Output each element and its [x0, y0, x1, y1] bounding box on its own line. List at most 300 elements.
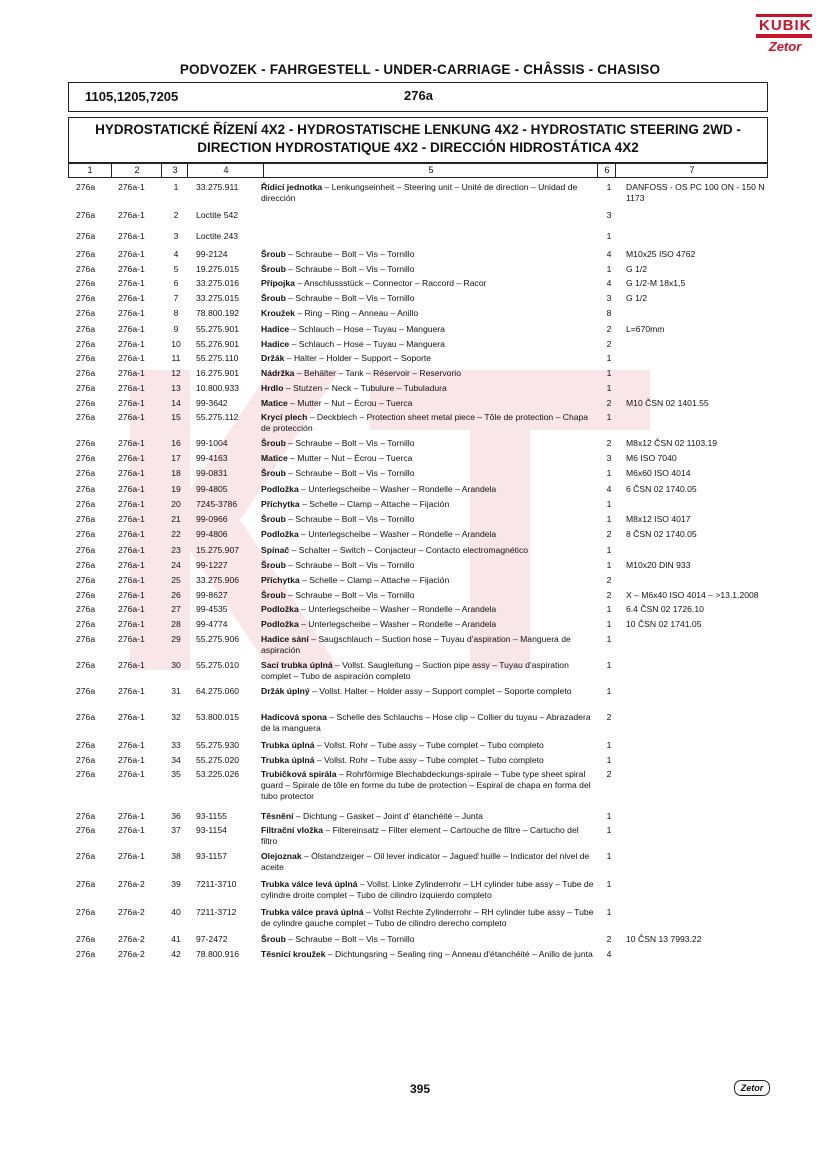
cell-group: 276a [76, 324, 96, 334]
description-translations: – Unterlegscheibe – Washer – Rondelle – Arandela [298, 619, 497, 629]
model-numbers: 1105,1205,7205 [85, 89, 179, 104]
cell-subgroup: 276a-2 [118, 907, 145, 917]
cell-description [261, 468, 597, 479]
cell-quantity: 2 [606, 934, 612, 944]
description-czech: Nádržka [261, 368, 295, 378]
cell-part-number: 55.275.906 [196, 634, 240, 644]
description-translations: – Deckblech – Protection sheet metal piece – Tôle de protection – Chapa de protección [261, 412, 589, 433]
cell-part-number: 99-1227 [196, 560, 228, 570]
cell-note: M8x12 ČSN 02 1103.19 [626, 438, 718, 448]
cell-part-number: 33.275.911 [196, 182, 239, 192]
cell-description [261, 811, 597, 822]
description-translations: – Schelle des Schlauchs – Hose clip – Collier du tuyau – Abrazadera de la manguera [261, 712, 591, 733]
cell-description [261, 249, 597, 260]
cell-position: 13 [171, 383, 181, 393]
description-czech: Příchytka [261, 499, 300, 509]
description-czech: Těsnící kroužek [261, 949, 326, 959]
cell-quantity: 1 [606, 383, 612, 393]
cell-quantity: 1 [606, 907, 612, 917]
cell-description [261, 383, 597, 394]
cell-subgroup: 276a-1 [118, 438, 145, 448]
cell-part-number: Loctite 542 [196, 210, 239, 220]
cell-group: 276a [76, 575, 96, 585]
cell-quantity: 3 [606, 453, 612, 463]
cell-subgroup: 276a-1 [118, 383, 145, 393]
cell-quantity: 1 [606, 514, 612, 524]
description-czech: Šroub [261, 934, 286, 944]
description-czech: Hadicová spona [261, 712, 327, 722]
cell-part-number: 33.275.016 [196, 278, 240, 288]
cell-part-number: 93-1157 [196, 851, 227, 861]
cell-group: 276a [76, 949, 96, 959]
cell-group: 276a [76, 231, 96, 241]
description-translations: – Halter – Holder – Support – Soporte [284, 353, 432, 363]
cell-quantity: 1 [606, 264, 612, 274]
cell-subgroup: 276a-1 [118, 634, 145, 644]
description-translations: – Rohrförmige Blechabdeckungs-spirale – Tube type sheet spiral guard – Spirale de tôle en forme du tube de protection – Espiral de chapa en forma del tubo protector [261, 769, 591, 801]
cell-position: 18 [171, 468, 181, 478]
cell-group: 276a [76, 499, 96, 509]
cell-description [261, 634, 597, 656]
cell-subgroup: 276a-1 [118, 182, 145, 192]
description-czech: Hadice [261, 339, 290, 349]
description-czech: Podložka [261, 604, 299, 614]
cell-note: 10 ČSN 02 1741.05 [626, 619, 702, 629]
cell-subgroup: 276a-2 [118, 949, 145, 959]
cell-quantity: 1 [606, 811, 612, 821]
cell-group: 276a [76, 514, 96, 524]
page-number: 395 [409, 1082, 431, 1096]
column-header: 6 [597, 164, 616, 177]
cell-note: M6 ISO 7040 [626, 453, 677, 463]
description-czech: Šroub [261, 514, 286, 524]
cell-group: 276a [76, 604, 96, 614]
cell-position: 27 [171, 604, 181, 614]
cell-group: 276a [76, 712, 96, 722]
cell-group: 276a [76, 383, 96, 393]
cell-subgroup: 276a-1 [118, 324, 145, 334]
cell-group: 276a [76, 934, 96, 944]
cell-part-number: 33.275.906 [196, 575, 240, 585]
cell-part-number: 99-0966 [196, 514, 228, 524]
cell-description [261, 324, 597, 335]
description-czech: Podložka [261, 619, 299, 629]
cell-description [261, 575, 597, 586]
description-czech: Šroub [261, 468, 286, 478]
cell-part-number: 55.275.010 [196, 660, 240, 670]
cell-group: 276a [76, 368, 96, 378]
cell-part-number: 55.275.112 [196, 412, 239, 422]
cell-subgroup: 276a-1 [118, 468, 145, 478]
cell-group: 276a [76, 619, 96, 629]
cell-subgroup: 276a-2 [118, 879, 145, 889]
cell-part-number: 93-1155 [196, 811, 227, 821]
description-czech: Hrdlo [261, 383, 284, 393]
cell-note: M8x12 ISO 4017 [626, 514, 691, 524]
cell-position: 1 [173, 182, 179, 192]
description-czech: Sací trubka úplná [261, 660, 333, 670]
cell-group: 276a [76, 278, 96, 288]
cell-position: 31 [171, 686, 181, 696]
cell-position: 19 [171, 484, 181, 494]
cell-description [261, 755, 597, 766]
cell-position: 22 [171, 529, 181, 539]
description-translations: – Unterlegscheibe – Washer – Rondelle – Arandela [298, 529, 497, 539]
description-translations: – Behälter – Tank – Réservoir – Reservorio [294, 368, 461, 378]
cell-note: 6 ČSN 02 1740.05 [626, 484, 697, 494]
cell-part-number: 53.225.026 [196, 769, 240, 779]
cell-subgroup: 276a-1 [118, 811, 145, 821]
cell-note: G 1/2 [626, 264, 648, 274]
description-translations: – Schelle – Clamp – Attache – Fijación [299, 499, 450, 509]
cell-subgroup: 276a-1 [118, 412, 145, 422]
cell-subgroup: 276a-1 [118, 545, 145, 555]
column-header: 5 [263, 164, 598, 177]
cell-quantity: 4 [606, 249, 612, 259]
cell-subgroup: 276a-1 [118, 712, 145, 722]
cell-subgroup: 276a-1 [118, 308, 145, 318]
cell-group: 276a [76, 182, 96, 192]
cell-quantity: 8 [606, 308, 612, 318]
cell-description [261, 278, 597, 289]
cell-subgroup: 276a-1 [118, 560, 145, 570]
description-translations: – Schraube – Bolt – Vis – Tornillo [285, 438, 415, 448]
description-translations: – Schraube – Bolt – Vis – Tornillo [285, 468, 415, 478]
cell-quantity: 1 [606, 560, 612, 570]
cell-description [261, 619, 597, 630]
cell-subgroup: 276a-2 [118, 934, 145, 944]
cell-quantity: 2 [606, 529, 612, 539]
cell-subgroup: 276a-1 [118, 484, 145, 494]
description-translations: – Vollst. Linke Zylinderrohr – LH cylinder tube assy – Tube de cylindre droite complet – Tubo de cilindro izquierdo completo [261, 879, 594, 900]
cell-description [261, 484, 597, 495]
cell-quantity: 2 [606, 339, 612, 349]
column-header: 4 [187, 164, 264, 177]
cell-part-number: 99-0831 [196, 468, 228, 478]
cell-quantity: 1 [606, 851, 612, 861]
description-translations: – Lenkungseinheit – Steering unit – Unité de direction – Unidad de dirección [261, 182, 578, 203]
cell-subgroup: 276a-1 [118, 619, 145, 629]
cell-group: 276a [76, 308, 96, 318]
cell-quantity: 1 [606, 660, 612, 670]
cell-part-number: 7245-3786 [196, 499, 238, 509]
cell-quantity: 2 [606, 769, 612, 779]
cell-subgroup: 276a-1 [118, 604, 145, 614]
cell-description [261, 934, 597, 945]
cell-quantity: 1 [606, 468, 612, 478]
cell-part-number: 55.275.930 [196, 740, 240, 750]
cell-description [261, 660, 597, 682]
description-czech: Hadice [261, 324, 290, 334]
cell-part-number: 99-8627 [196, 590, 228, 600]
cell-description [261, 712, 597, 734]
cell-part-number: 53.800.015 [196, 712, 240, 722]
cell-description [261, 825, 597, 847]
cell-subgroup: 276a-1 [118, 210, 145, 220]
description-translations: – Dichtung – Gasket – Joint d' étanchéité – Junta [293, 811, 483, 821]
cell-quantity: 1 [606, 545, 612, 555]
cell-group: 276a [76, 484, 96, 494]
cell-group: 276a [76, 851, 96, 861]
cell-part-number: 33.275.015 [196, 293, 240, 303]
cell-position: 11 [171, 353, 181, 363]
cell-description [261, 545, 597, 556]
description-czech: Šroub [261, 264, 286, 274]
description-czech: Filtrační vložka [261, 825, 324, 835]
cell-description [261, 398, 597, 409]
cell-description [261, 879, 597, 901]
cell-part-number: 99-4806 [196, 529, 228, 539]
column-header: 7 [615, 164, 768, 177]
cell-position: 30 [171, 660, 181, 670]
cell-position: 23 [171, 545, 181, 555]
cell-part-number: 99-4774 [196, 619, 228, 629]
cell-part-number: 55.276.901 [196, 339, 240, 349]
description-translations: – Schraube – Bolt – Vis – Tornillo [285, 514, 415, 524]
cell-description [261, 907, 597, 929]
zetor-footer-logo: Zetor [734, 1080, 770, 1096]
cell-part-number: 99-4163 [196, 453, 228, 463]
column-header: 1 [87, 165, 93, 175]
description-czech: Šroub [261, 438, 286, 448]
cell-description [261, 686, 597, 697]
cell-position: 37 [171, 825, 181, 835]
cell-subgroup: 276a-1 [118, 231, 145, 241]
description-czech: Řídicí jednotka [261, 182, 323, 192]
section-title-line2: DIRECTION HYDROSTATIQUE 4X2 - DIRECCIÓN HIDROSTÁTICA 4X2 [197, 140, 639, 155]
cell-note: M10x25 ISO 4762 [626, 249, 696, 259]
cell-part-number: 99-2124 [196, 249, 228, 259]
description-translations: – Dichtungsring – Sealing ring – Anneau d'étanchéité – Anillo de junta [325, 949, 593, 959]
description-czech: Olejoznak [261, 851, 302, 861]
cell-subgroup: 276a-1 [118, 686, 145, 696]
cell-note: M6x60 ISO 4014 [626, 468, 691, 478]
cell-part-number: 99-1004 [196, 438, 228, 448]
cell-quantity: 1 [606, 604, 612, 614]
cell-subgroup: 276a-1 [118, 575, 145, 585]
cell-subgroup: 276a-1 [118, 529, 145, 539]
cell-quantity: 2 [606, 438, 612, 448]
cell-quantity: 1 [606, 499, 612, 509]
description-translations: – Unterlegscheibe – Washer – Rondelle – Arandela [298, 604, 497, 614]
cell-part-number: 93-1154 [196, 825, 227, 835]
cell-subgroup: 276a-1 [118, 660, 145, 670]
description-translations: – Schraube – Bolt – Vis – Tornillo [285, 560, 415, 570]
cell-description [261, 851, 597, 873]
cell-group: 276a [76, 529, 96, 539]
cell-group: 276a [76, 686, 96, 696]
cell-position: 26 [171, 590, 181, 600]
cell-subgroup: 276a-1 [118, 755, 145, 765]
cell-group: 276a [76, 438, 96, 448]
description-czech: Krycí plech [261, 412, 308, 422]
cell-position: 35 [171, 769, 181, 779]
cell-group: 276a [76, 293, 96, 303]
cell-group: 276a [76, 339, 96, 349]
cell-part-number: 15.275.907 [196, 545, 240, 555]
cell-quantity: 1 [606, 686, 612, 696]
cell-description [261, 560, 597, 571]
cell-group: 276a [76, 907, 96, 917]
cell-part-number: 99-4805 [196, 484, 228, 494]
cell-position: 9 [173, 324, 179, 334]
cell-quantity: 4 [606, 949, 612, 959]
description-translations: – Schlauch – Hose – Tuyau – Manguera [289, 324, 445, 334]
description-translations: – Stutzen – Neck – Tubulure – Tubuladura [283, 383, 447, 393]
cell-note: M10 ČSN 02 1401.55 [626, 398, 709, 408]
cell-quantity: 1 [606, 879, 612, 889]
cell-description [261, 529, 597, 540]
cell-part-number: 97-2472 [196, 934, 228, 944]
cell-quantity: 1 [606, 619, 612, 629]
description-translations: – Mutter – Nut – Écrou – Tuerca [287, 453, 413, 463]
cell-position: 33 [171, 740, 181, 750]
cell-quantity: 4 [606, 484, 612, 494]
cell-subgroup: 276a-1 [118, 769, 145, 779]
cell-description [261, 514, 597, 525]
description-czech: Příchytka [261, 575, 300, 585]
cell-subgroup: 276a-1 [118, 740, 145, 750]
cell-position: 34 [171, 755, 181, 765]
description-czech: Spínač [261, 545, 290, 555]
description-translations: – Vollst. Rohr – Tube assy – Tube complet – Tubo completo [314, 740, 544, 750]
cell-note: 6.4 ČSN 02 1726.10 [626, 604, 704, 614]
cell-position: 14 [171, 398, 181, 408]
description-czech: Trubičková spirála [261, 769, 337, 779]
page-title: PODVOZEK - FAHRGESTELL - UNDER-CARRIAGE - CHÂSSIS - CHASISO [179, 62, 661, 77]
cell-subgroup: 276a-1 [118, 353, 145, 363]
cell-note: X – M6x40 ISO 4014 – >13.1.2008 [626, 590, 759, 600]
cell-group: 276a [76, 660, 96, 670]
cell-group: 276a [76, 468, 96, 478]
cell-position: 8 [173, 308, 179, 318]
description-translations: – Mutter – Nut – Écrou – Tuerca [287, 398, 413, 408]
cell-part-number: 55.275.110 [196, 353, 239, 363]
cell-group: 276a [76, 545, 96, 555]
zetor-logo-text: Zetor [768, 39, 802, 54]
cell-part-number: 64.275.060 [196, 686, 240, 696]
cell-description [261, 453, 597, 464]
cell-position: 3 [173, 231, 179, 241]
cell-quantity: 2 [606, 324, 612, 334]
cell-quantity: 1 [606, 740, 612, 750]
description-translations: – Schraube – Bolt – Vis – Tornillo [285, 934, 415, 944]
column-header: 3 [161, 164, 188, 177]
cell-subgroup: 276a-1 [118, 398, 145, 408]
cell-position: 15 [171, 412, 181, 422]
cell-group: 276a [76, 769, 96, 779]
description-czech: Matice [261, 398, 288, 408]
cell-position: 2 [173, 210, 179, 220]
cell-description [261, 412, 597, 434]
cell-part-number: 10.800.933 [196, 383, 240, 393]
description-czech: Trubka úplná [261, 755, 315, 765]
cell-position: 40 [171, 907, 181, 917]
cell-subgroup: 276a-1 [118, 590, 145, 600]
cell-description [261, 949, 597, 960]
cell-position: 38 [171, 851, 181, 861]
cell-part-number: 55.275.020 [196, 755, 240, 765]
description-czech: Matice [261, 453, 288, 463]
cell-position: 36 [171, 811, 181, 821]
cell-subgroup: 276a-1 [118, 264, 145, 274]
description-translations: – Vollst Rechte Zylinderrohr – RH cylinder tube assy – Tube de cylindre gauche complet – Tubo de cilindro derecho completo [261, 907, 594, 928]
cell-description [261, 740, 597, 751]
cell-position: 42 [171, 949, 181, 959]
description-czech: Trubka válce pravá úplná [261, 907, 364, 917]
cell-position: 25 [171, 575, 181, 585]
description-translations: – Schraube – Bolt – Vis – Tornillo [285, 293, 415, 303]
cell-subgroup: 276a-1 [118, 339, 145, 349]
description-translations: – Ölstandzeiger – Oil lever indicator – Jagueď huille – Indicator del nivel de aceite [261, 851, 590, 872]
description-czech: Šroub [261, 249, 286, 259]
description-translations: – Schraube – Bolt – Vis – Tornillo [285, 249, 415, 259]
cell-quantity: 3 [606, 210, 612, 220]
cell-subgroup: 276a-1 [118, 293, 145, 303]
cell-part-number: 78.800.916 [196, 949, 240, 959]
cell-quantity: 2 [606, 398, 612, 408]
cell-part-number: 78.800.192 [196, 308, 240, 318]
cell-subgroup: 276a-1 [118, 514, 145, 524]
description-czech: Trubka válce levá úplná [261, 879, 358, 889]
cell-group: 276a [76, 560, 96, 570]
description-czech: Šroub [261, 560, 286, 570]
cell-quantity: 1 [606, 825, 612, 835]
cell-position: 21 [171, 514, 181, 524]
description-czech: Držák úplný [261, 686, 310, 696]
cell-group: 276a [76, 353, 96, 363]
cell-quantity: 1 [606, 634, 612, 644]
cell-part-number: 19.275.015 [196, 264, 240, 274]
description-czech: Trubka úplná [261, 740, 315, 750]
cell-note: G 1/2-M 18x1,5 [626, 278, 686, 288]
cell-description [261, 499, 597, 510]
description-czech: Kroužek [261, 308, 295, 318]
cell-note: L=670mm [626, 324, 665, 334]
column-header: 2 [111, 164, 162, 177]
cell-quantity: 1 [606, 755, 612, 765]
cell-part-number: Loctite 243 [196, 231, 239, 241]
cell-quantity: 1 [606, 353, 612, 363]
cell-position: 17 [171, 453, 181, 463]
description-translations: – Filtereinsatz – Filter element – Cartouche de filtre – Cartucho del filtro [261, 825, 579, 846]
cell-group: 276a [76, 634, 96, 644]
cell-group: 276a [76, 412, 96, 422]
description-czech: Hadice sání [261, 634, 309, 644]
cell-group: 276a [76, 453, 96, 463]
cell-quantity: 4 [606, 278, 612, 288]
description-czech: Těsnění [261, 811, 294, 821]
cell-quantity: 2 [606, 575, 612, 585]
description-czech: Držák [261, 353, 285, 363]
cell-description [261, 308, 597, 319]
description-translations: – Ring – Ring – Anneau – Anillo [294, 308, 419, 318]
cell-position: 28 [171, 619, 181, 629]
cell-group: 276a [76, 398, 96, 408]
cell-note: M10x20 DIN 933 [626, 560, 691, 570]
description-czech: Podložka [261, 484, 299, 494]
description-translations: – Anschlussstück – Connector – Raccord – Racor [294, 278, 487, 288]
cell-position: 5 [173, 264, 179, 274]
cell-group: 276a [76, 740, 96, 750]
cell-quantity: 1 [606, 182, 612, 192]
description-translations: – Vollst. Saugleitung – Suction pipe assy – Tuyau d'aspiration complet – Tubo de aspiración completo [261, 660, 569, 681]
cell-subgroup: 276a-1 [118, 825, 145, 835]
kubik-logo-text: KUBIK [756, 14, 812, 38]
cell-position: 4 [173, 249, 179, 259]
description-translations: – Schraube – Bolt – Vis – Tornillo [285, 264, 415, 274]
cell-subgroup: 276a-1 [118, 278, 145, 288]
